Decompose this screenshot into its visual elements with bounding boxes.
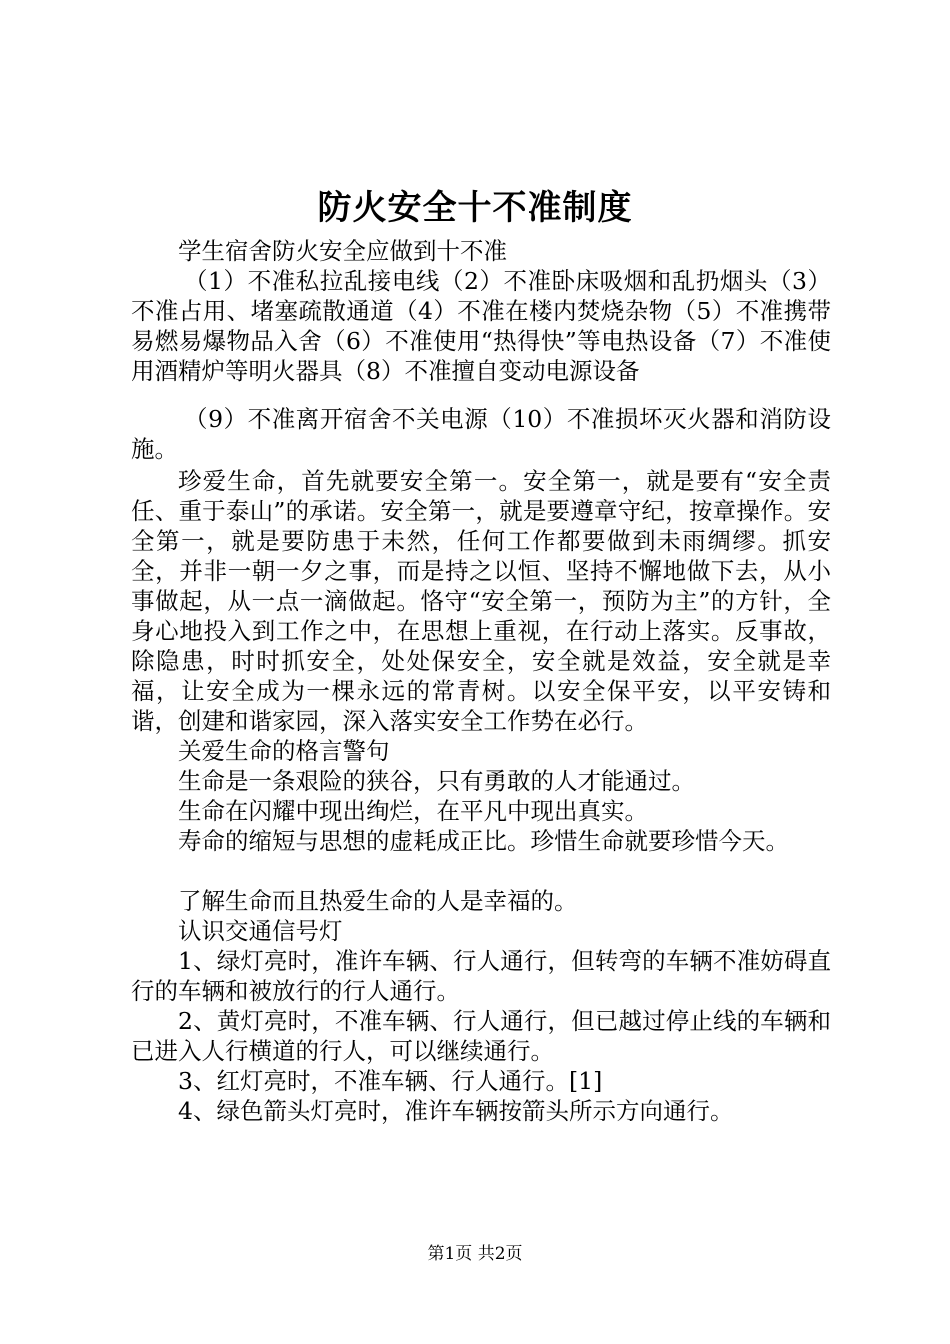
paragraph-traffic-red: 3、红灯亮时，不准车辆、行人通行。[1] — [178, 1067, 603, 1095]
paragraph-traffic-green: 1、绿灯亮时，准许车辆、行人通行，但转弯的车辆不准妨碍直行的车辆和被放行的行人通行。 — [131, 947, 831, 1005]
paragraph-quotes-heading: 关爱生命的格言警句 — [178, 737, 390, 765]
blank-line — [131, 856, 831, 886]
paragraph-quote-1: 生命是一条艰险的狭谷，只有勇敢的人才能通过。 — [178, 767, 695, 795]
paragraph-quote-4: 了解生命而且热爱生命的人是幸福的。 — [178, 887, 578, 915]
paragraph-dorm-heading: 学生宿舍防火安全应做到十不准 — [178, 237, 507, 265]
paragraph-traffic-arrow: 4、绿色箭头灯亮时，准许车辆按箭头所示方向通行。 — [178, 1097, 734, 1125]
paragraph-rules-1-8: （1）不准私拉乱接电线（2）不准卧床吸烟和乱扔烟头（3）不准占用、堵塞疏散通道（4）不准在楼内焚烧杂物（5）不准携带易燃易爆物品入舍（6）不准使用“热得快”等电热设备（7）不准使用酒精炉等明火器具（8）不准擅自变动电源设备 — [131, 267, 831, 385]
paragraph-safety-first: 珍爱生命，首先就要安全第一。安全第一，就是要有“安全责任、重于泰山”的承诺。安全第一，就是要遵章守纪，按章操作。安全第一，就是要防患于未然，任何工作都要做到未雨绸缪。抓安全，并非一朝一夕之事，而是持之以恒、坚持不懈地做下去，从小事做起，从一点一滴做起。恪守“安全第一，预防为主”的方针，全身心地投入到工作之中，在思想上重视，在行动上落实。反事故，除隐患，时时抓安全，处处保安全，安全就是效益，安全就是幸福，让安全成为一棵永远的常青树。以安全保平安，以平安铸和谐，创建和谐家园，深入落实安全工作势在必行。 — [131, 467, 831, 735]
paragraph-rules-9-10: （9）不准离开宿舍不关电源（10）不准损坏灭火器和消防设施。 — [131, 405, 831, 463]
page-footer: 第1页 共2页 — [427, 1244, 523, 1264]
paragraph-traffic-heading: 认识交通信号灯 — [178, 917, 343, 945]
document-title: 防火安全十不准制度 — [317, 188, 633, 228]
paragraph-quote-3: 寿命的缩短与思想的虚耗成正比。珍惜生命就要珍惜今天。 — [178, 827, 789, 855]
paragraph-quote-2: 生命在闪耀中现出绚烂，在平凡中现出真实。 — [178, 797, 648, 825]
paragraph-traffic-yellow: 2、黄灯亮时，不准车辆、行人通行，但已越过停止线的车辆和已进入人行横道的行人，可以继续通行。 — [131, 1007, 831, 1065]
document-body — [131, 236, 831, 1126]
